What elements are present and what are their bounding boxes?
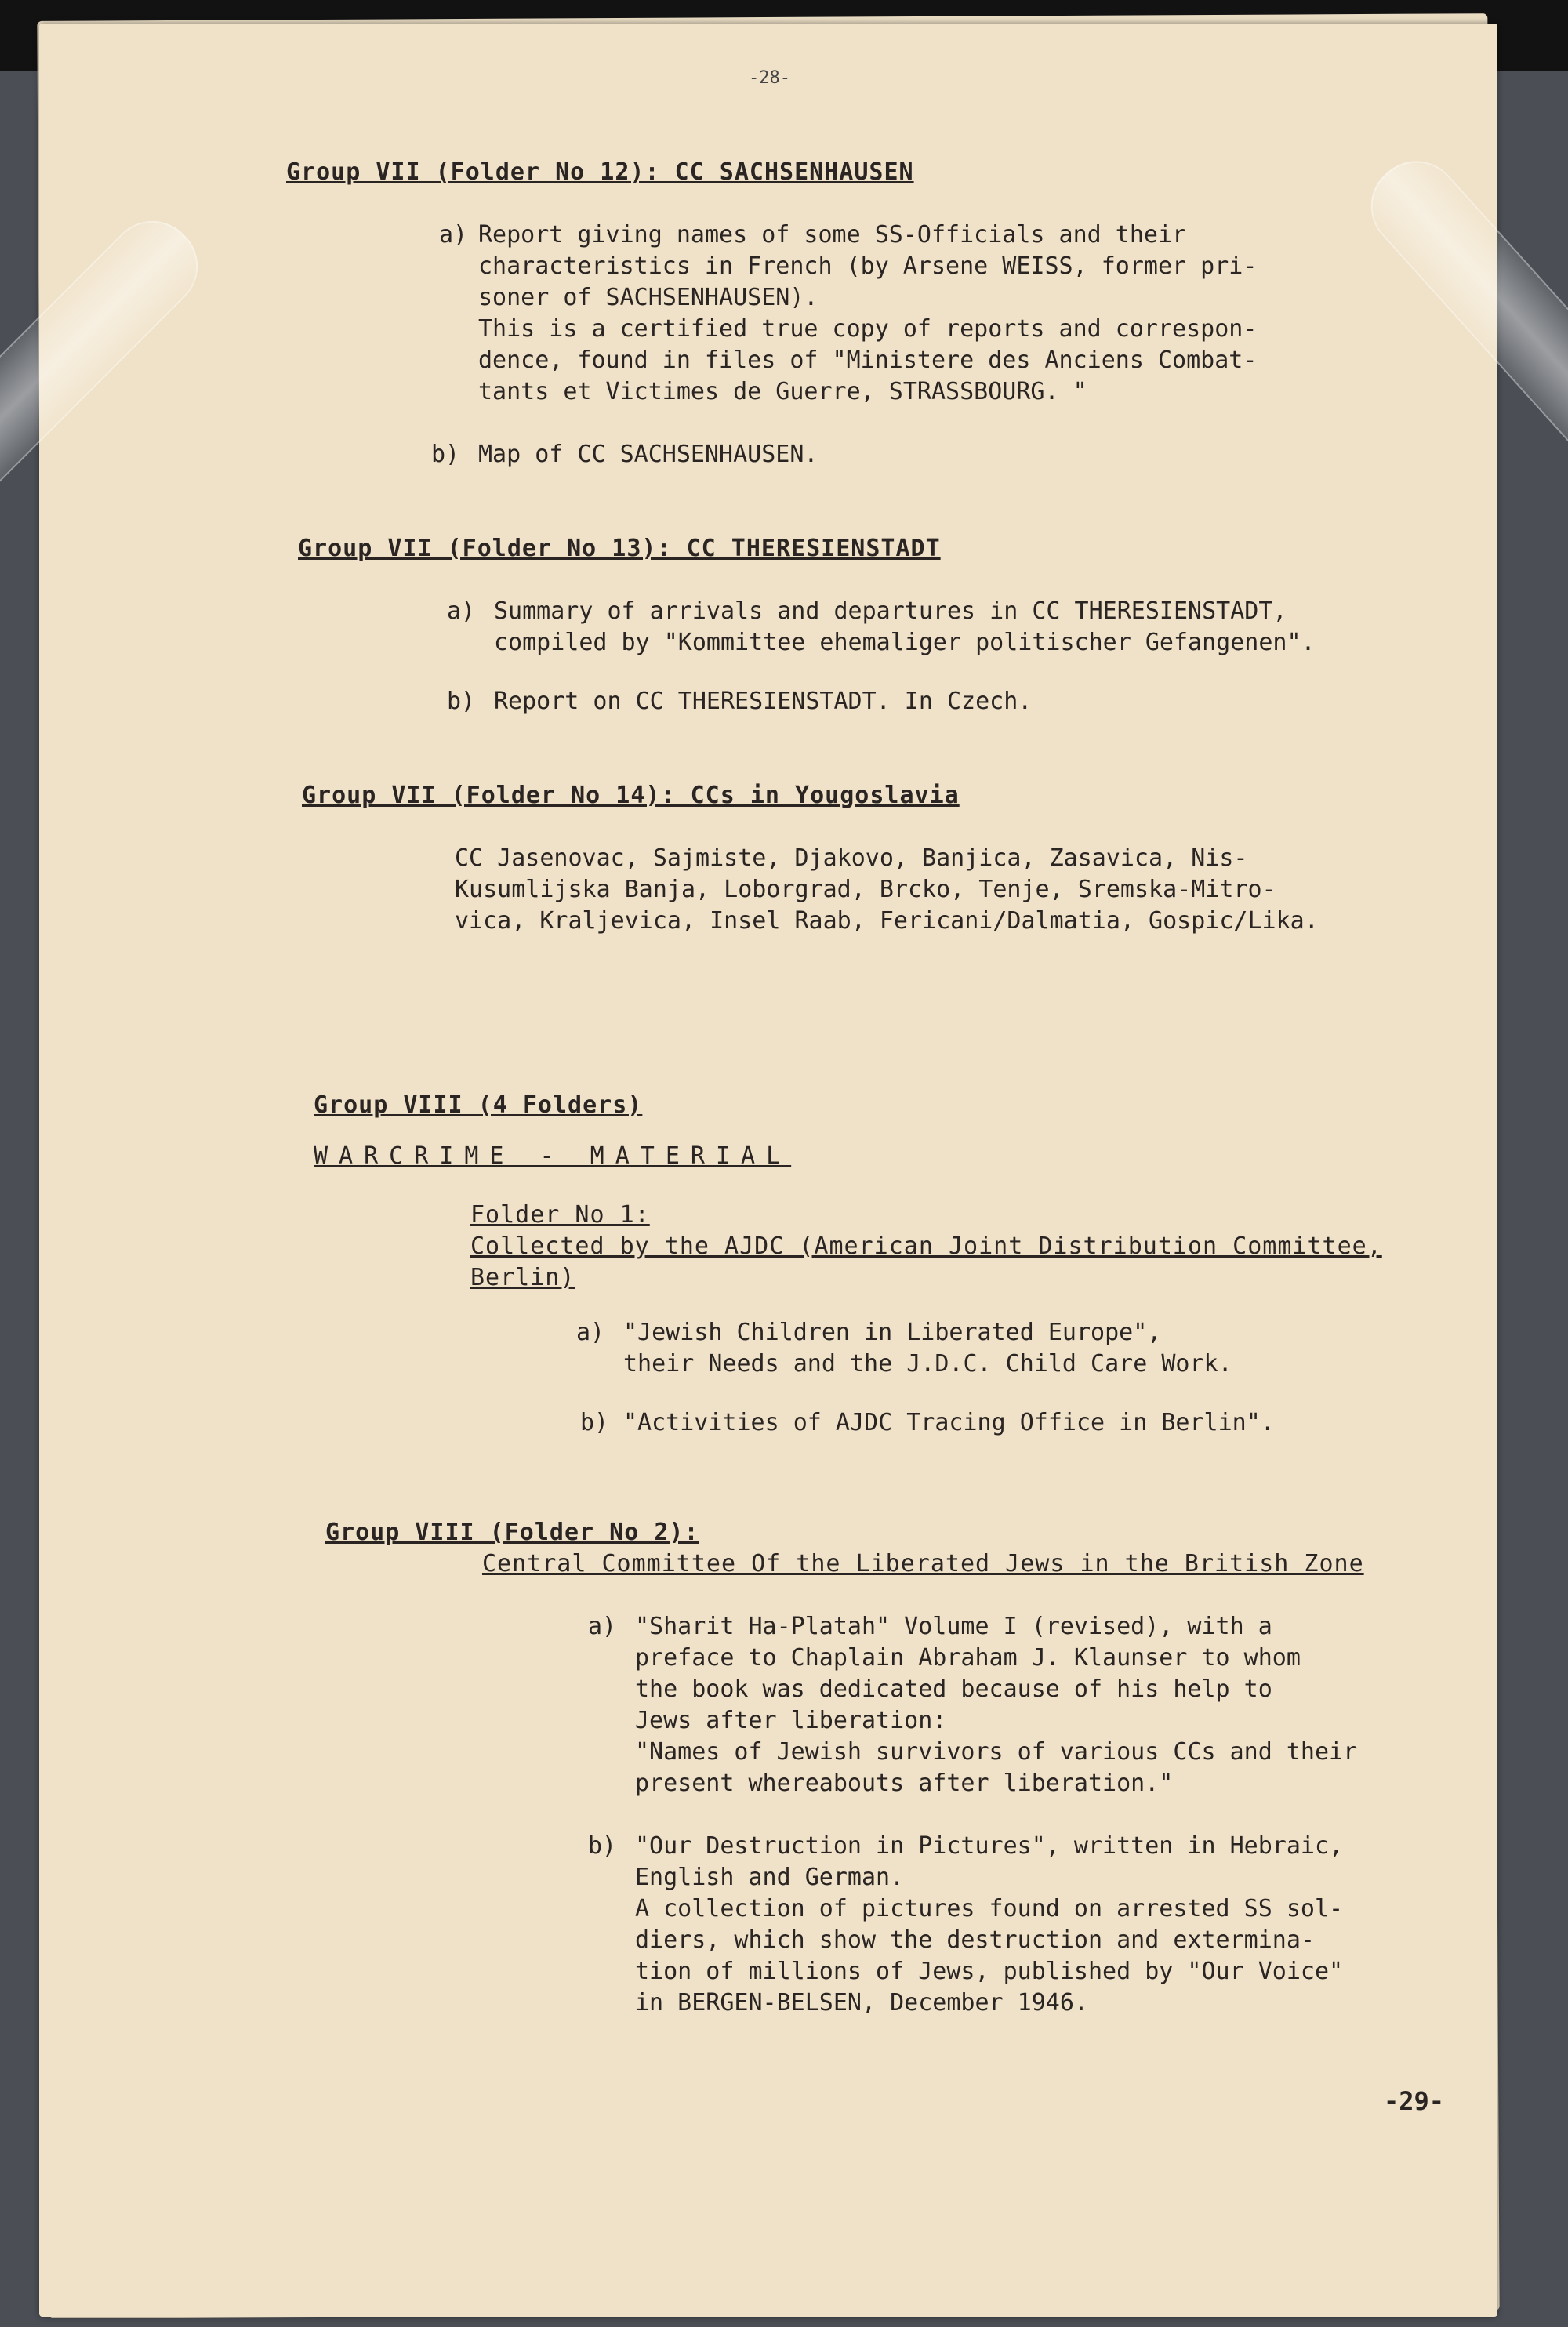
page-number: -29-: [1384, 2086, 1445, 2116]
section-heading-folder-12: Group VII (Folder No 12): CC SACHSENHAUSEN: [286, 158, 914, 186]
camp-list-line: vica, Kraljevica, Insel Raab, Fericani/Dalmatia, Gospic/Lika.: [455, 907, 1319, 935]
item-label: a): [588, 1613, 617, 1640]
item-a-line: soner of SACHSENHAUSEN).: [478, 284, 818, 311]
item-label: b): [431, 441, 460, 468]
item-b-line: English and German.: [635, 1864, 905, 1891]
camp-list-line: Kusumlijska Banja, Loborgrad, Brcko, Tenje, Sremska-Mitro-: [455, 876, 1276, 903]
item-label: b): [447, 688, 476, 715]
item-a-line: their Needs and the J.D.C. Child Care Work.: [623, 1350, 1232, 1378]
page-holder-left: [0, 203, 216, 529]
item-a-line: Summary of arrivals and departures in CC THERESIENSTADT,: [494, 597, 1287, 625]
page-holder-right: [1353, 143, 1568, 480]
item-a-line: present whereabouts after liberation.": [635, 1770, 1174, 1797]
document-page: [39, 24, 1497, 2317]
item-b-text: Report on CC THERESIENSTADT. In Czech.: [494, 688, 1033, 715]
item-label: a): [439, 221, 468, 249]
item-b-text: Map of CC SACHSENHAUSEN.: [478, 441, 818, 468]
item-a-line: "Jewish Children in Liberated Europe",: [623, 1319, 1162, 1346]
item-label: b): [580, 1409, 609, 1436]
section-heading-folder-14: Group VII (Folder No 14): CCs in Yougoslavia: [302, 782, 960, 809]
item-b-line: diers, which show the destruction and extermina-: [635, 1926, 1315, 1954]
warcrime-material-title: WARCRIME - MATERIAL: [314, 1142, 792, 1170]
item-label: a): [576, 1319, 605, 1346]
item-b-line: in BERGEN-BELSEN, December 1946.: [635, 1989, 1088, 2017]
section-heading-folder-2: Group VIII (Folder No 2):: [325, 1519, 699, 1546]
section-heading-group-viii: Group VIII (4 Folders): [314, 1091, 643, 1119]
camp-list-line: CC Jasenovac, Sajmiste, Djakovo, Banjica, Zasavica, Nis-: [455, 844, 1248, 872]
folder-description-line: Berlin): [470, 1264, 575, 1291]
item-a-line: Jews after liberation:: [635, 1707, 947, 1734]
section-heading-folder-13: Group VII (Folder No 13): CC THERESIENSTADT: [298, 535, 941, 562]
item-a-line: compiled by "Kommittee ehemaliger politischer Gefangenen".: [494, 629, 1316, 656]
item-b-text: "Activities of AJDC Tracing Office in Berlin".: [623, 1409, 1275, 1436]
item-a-line: This is a certified true copy of reports and correspon-: [478, 315, 1258, 343]
item-b-line: A collection of pictures found on arrested SS sol-: [635, 1895, 1344, 1922]
folder-description-line: Collected by the AJDC (American Joint Distribution Committee,: [470, 1232, 1382, 1260]
item-a-line: "Names of Jewish survivors of various CCs and their: [635, 1738, 1358, 1766]
item-a-line: tants et Victimes de Guerre, STRASSBOURG. ": [478, 378, 1087, 405]
item-a-line: characteristics in French (by Arsene WEISS, former pri-: [478, 252, 1258, 280]
item-a-line: preface to Chaplain Abraham J. Klaunser to whom: [635, 1644, 1301, 1672]
folder-heading: Folder No 1:: [470, 1201, 650, 1229]
item-a-line: dence, found in files of "Ministere des Anciens Combat-: [478, 347, 1258, 374]
top-page-number: -28-: [749, 68, 790, 88]
item-a-line: Report giving names of some SS-Officials and their: [478, 221, 1187, 249]
item-b-line: tion of millions of Jews, published by "Our Voice": [635, 1958, 1344, 1985]
item-label: a): [447, 597, 476, 625]
item-a-line: "Sharit Ha-Platah" Volume I (revised), with a: [635, 1613, 1272, 1640]
item-label: b): [588, 1832, 617, 1860]
central-committee-title: Central Committee Of the Liberated Jews in the British Zone: [482, 1550, 1364, 1577]
item-a-line: the book was dedicated because of his help to: [635, 1675, 1272, 1703]
item-b-line: "Our Destruction in Pictures", written in Hebraic,: [635, 1832, 1344, 1860]
